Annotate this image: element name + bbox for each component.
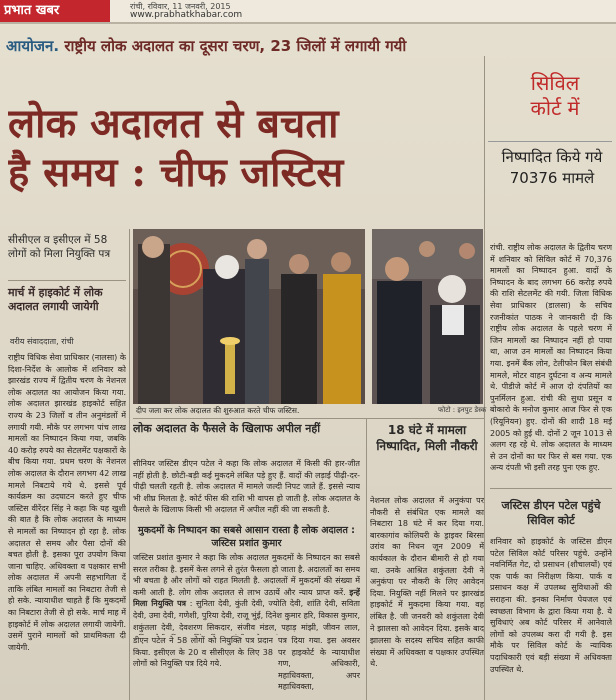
sidebar-divider xyxy=(488,141,612,142)
dateline: रांची, रविवार, 11 जनवरी, 2015 xyxy=(130,2,231,11)
sidebar-subhead: निष्पादित किये गये 70376 मामले xyxy=(501,148,603,187)
dn-body-2: पत्र दिया गया. इस अवसर पर हाइकोर्ट के न्यायाधीश गण, अधिकारी, महाधिवक्ता, अपर महाधिवक्ता, xyxy=(278,636,360,692)
speedy-head: मुकदमों के निष्पादन का सबसे आसान रास्ता है लोक अदालत : जस्टिस प्रशांत कुमार xyxy=(138,525,355,549)
dn-body-1: डीएन पटेल ने 58 लोगों को नियुक्ति पत्र प्रदान किया. इसीएल के 20 व सीसीएल के लिए 38 लोगों को नियुक्ति पत्र दिये गये. xyxy=(133,636,273,669)
patel-body: शनिवार को हाइकोर्ट के जस्टिस डीएन पटेल सिविल कोर्ट परिसर पहुंचे. उन्होंने नवनिर्मित गेट, दो प्रसाधन (शौचालयों) एवं एक पार्क का निरीक्षण किया. पार्क व प्रसाधन कक्ष में उपलब्ध सुविधाओं की सराहना की. इनका निर्माण पेयजल एवं स्वच्छता विभाग के द्वारा किया गया है. ये सुविधाएं अब कोर्ट परिसर में आनेवाले लोगों को उपलब्ध करा दी गयी है. इस मौके पर सिविल कोर्ट के न्यायिक पदाधिकारी एवं बड़ी संख्या में अधिवक्ता उपस्थित थे. xyxy=(490,537,612,674)
job-head: 18 घंटे में मामला निष्पादित, मिली नौकरी xyxy=(376,423,478,453)
top-divider xyxy=(0,22,616,24)
sidebar-divider-2 xyxy=(490,488,612,489)
column-divider xyxy=(129,229,130,700)
patel-head: जस्टिस डीएन पटेल पहुंचे सिविल कोर्ट xyxy=(501,499,601,527)
job-footer: झालसा के सदस्य सचिव सहित काफी संख्या में अधिवक्ता व पक्षकार उपस्थित थे. xyxy=(370,636,484,669)
section-divider xyxy=(133,418,484,419)
newspaper-logo: प्रभात खबर xyxy=(0,0,110,22)
appeal-head: लोक अदालत के फैसले के खिलाफ अपील नहीं xyxy=(133,422,321,435)
headline-line-2: है समय : चीफ जस्टिस xyxy=(8,149,344,196)
sidebar-title xyxy=(500,71,610,121)
kicker-text: राष्ट्रीय लोक अदालत का दूसरा चरण, 23 जिलों में लगायी गयी xyxy=(64,37,407,55)
appeal-body: सीनियर जस्टिस डीएन पटेल ने कहा कि लोक अदालत में किसी की हार-जीत नहीं होती है. छोटी-बड़ी कई मुकदमे लंबित पड़े हुए हैं. वादों की लड़ाई पीढ़ी-दर-पीढ़ी चलती रहती है. लोक अदालत में मामले जल्दी निपट जाते हैं. इससे न्याय भी शीघ्र मिलता है. कोर्ट फीस की राशि भी वापस हो जाती है. लोक अदालत के फैसले के खिलाफ किसी भी अदालत में अपील नहीं की जा सकती है. xyxy=(133,459,360,515)
job-body: नेशनल लोक अदालत में अनुकंपा पर नौकरी से संबंधित एक मामले का निबटारा 18 घंटे में कर दिया गया. बारकागांव कोलियरी के ड्राइवर बिरसा उरांव का निधन जून 2009 में कार्यकाल के दौरान बीमारी से हो गया था. उनके आश्रित शकुंतला देवी ने अनुकंपा पर नौकरी के लिए आवेदन दिया. नियुक्ति नहीं मिलने पर झारखंड हाइकोर्ट में मुकदमा किया गया. वह लंबित है. जी जनवरी को शकुंतला देवी ने झालसा को आवेदन दिया. इसके बाद xyxy=(370,496,484,633)
website-url: www.prabhatkhabar.com xyxy=(130,10,243,20)
byline: वरीय संवाददाता, रांची xyxy=(10,337,74,346)
lead-body: राष्ट्रीय विधिक सेवा प्राधिकार (नालसा) के दिशा-निर्देश के आलोक में शनिवार को झारखंड राज्य में द्वितीय चरण के नेशनल लोक अदालत का आयोजन किया गया. लोक अदालत झारखंड हाइकोर्ट सहित राज्य के 23 जिलों व तीन अनुमंडलों में लगायी गयी. मौके पर लगभग पांच लाख मामलों का निष्पादन किया गया, जबकि 40 करोड़ रुपये का सेटलमेंट पक्षकारों के बीच किया गया. प्रथम चरण के नेशनल लोक अदालत के दौरान लगभग 42 लाख मामले निबटाये गये थे. इससे पूर्व कार्यक्रम का उदघाटन करते हुए चीफ जस्टिस वीरेंदर सिंह ने कहा कि यह खुशी की बात है कि लोक अदालत के माध्यम से मामलों का निष्पादन हो रहा है. लोक अदालत से समय और पैसा दोनों की बचत होती है. इसका पूरा उपयोग किया जाना चाहिए. अधिवक्ता व पक्षकार सभी लोक अदालत में अपनी सहभागिता दें ताकि लंबित मामलों का निबटारा तेजी से हो सके. न्यायाधीश चाहते हैं कि मुकदमों का निबटारा तेजी से हो सके. मार्च माह में हाइकोर्ट में लोक अदालत लगायी जायेगी. उसमें पुराने मामलों को प्राथमिकता दी जायेगी. xyxy=(8,353,126,652)
photo-caption: दीप जला कर लोक अदालत की शुरुआत करते चीफ जस्टिस. xyxy=(136,406,300,415)
sidebar-body: रांची. राष्ट्रीय लोक अदालत के द्वितीय चरण में शनिवार को सिविल कोर्ट में 70,376 मामलों का निष्पादन हुआ. वादों के निष्पादन के बाद लगभग 66 करोड़ रुपये की राशि सेटलमेंट की गयी. जिला विधिक सेवा प्राधिकार (डालसा) के सचिव रजनीकांत पाठक ने जानकारी दी कि राष्ट्रीय लोक अदालत के पहले चरण में जिन मामलों का निष्पादन नहीं हो पाया था, आज उन मामलों का निष्पादन किया गया. इनमें बैंक लोन, टेलीफोन बिल संबंधी मामले, मोटर वाहन दुर्घटना व अन्य मामले थे. पीडीजे कोर्ट में आज दो दंपतियों का पुनर्मिलन हुआ. रांची की सुधा प्रसून व बोकारो के मनोज कुमार आज फिर से एक (रियूनियन) हुए. दोनों की शादी 18 मई 2005 को हुई थी. दोनों 2 जून 1013 से अलग रह रहे थे. लोक अदालत के माध्यम से उन दोनों का घर फिर से बस गया. एक अन्य दंपती भी इसी तरह पुनः एक हुए. xyxy=(490,243,612,473)
photo-lamp-lighting xyxy=(133,229,365,404)
subhead-divider xyxy=(8,280,126,281)
kicker-label: आयोजन. xyxy=(6,37,60,55)
headline-line-1: लोक अदालत से बचता xyxy=(8,100,339,147)
speedy-text: जस्टिस प्रशांत कुमार ने कहा कि लोक अदालत मुकदमों के निष्पादन का सबसे सरल तरीका है. इसमें केस लगने से तुरंत फैसला हो जाता है. अदालतों का समय भी बचता है और लोगों को राहत मिलती है. अदालतों में मुकदमों की संख्या में कमी आती है. लोग लोक अदालत से लाभ उठायें और न्याय प्राप्त करें. xyxy=(133,553,360,597)
kicker xyxy=(6,36,476,56)
sidebar-title-line-1: सिविल xyxy=(530,71,580,95)
lead-subhead-2: मार्च में हाइकोर्ट में लोक अदालत लगायी जायेगी xyxy=(8,286,103,313)
photo-audience xyxy=(372,229,483,404)
names-label: इन्हें मिला नियुक्ति पत्र xyxy=(133,587,360,609)
sidebar-title-line-2: कोर्ट में xyxy=(530,96,580,120)
photo-credit: फोटो : इनपुट डेस्क xyxy=(438,406,487,414)
column-divider xyxy=(366,419,367,700)
speedy-body xyxy=(133,552,360,635)
names-list: : सुनिता देवी, कुंती देवी, ज्योति देवी, शांति देवी, सविता देवी, उमा देवी, गणेशी, पुरिया देवी, राजू भुंई, दिनेश कुमार हरि, विकास कुमार, शकुंतला देवी, देवशरण सिकदार, संजीव मंडल, पहाड़ मांझी, जीवन लाल, xyxy=(133,599,360,632)
column-divider xyxy=(484,56,485,700)
lead-subhead: सीसीएल व इसीएल में 58 लोगों को मिला नियुक्ति पत्र xyxy=(8,234,111,260)
